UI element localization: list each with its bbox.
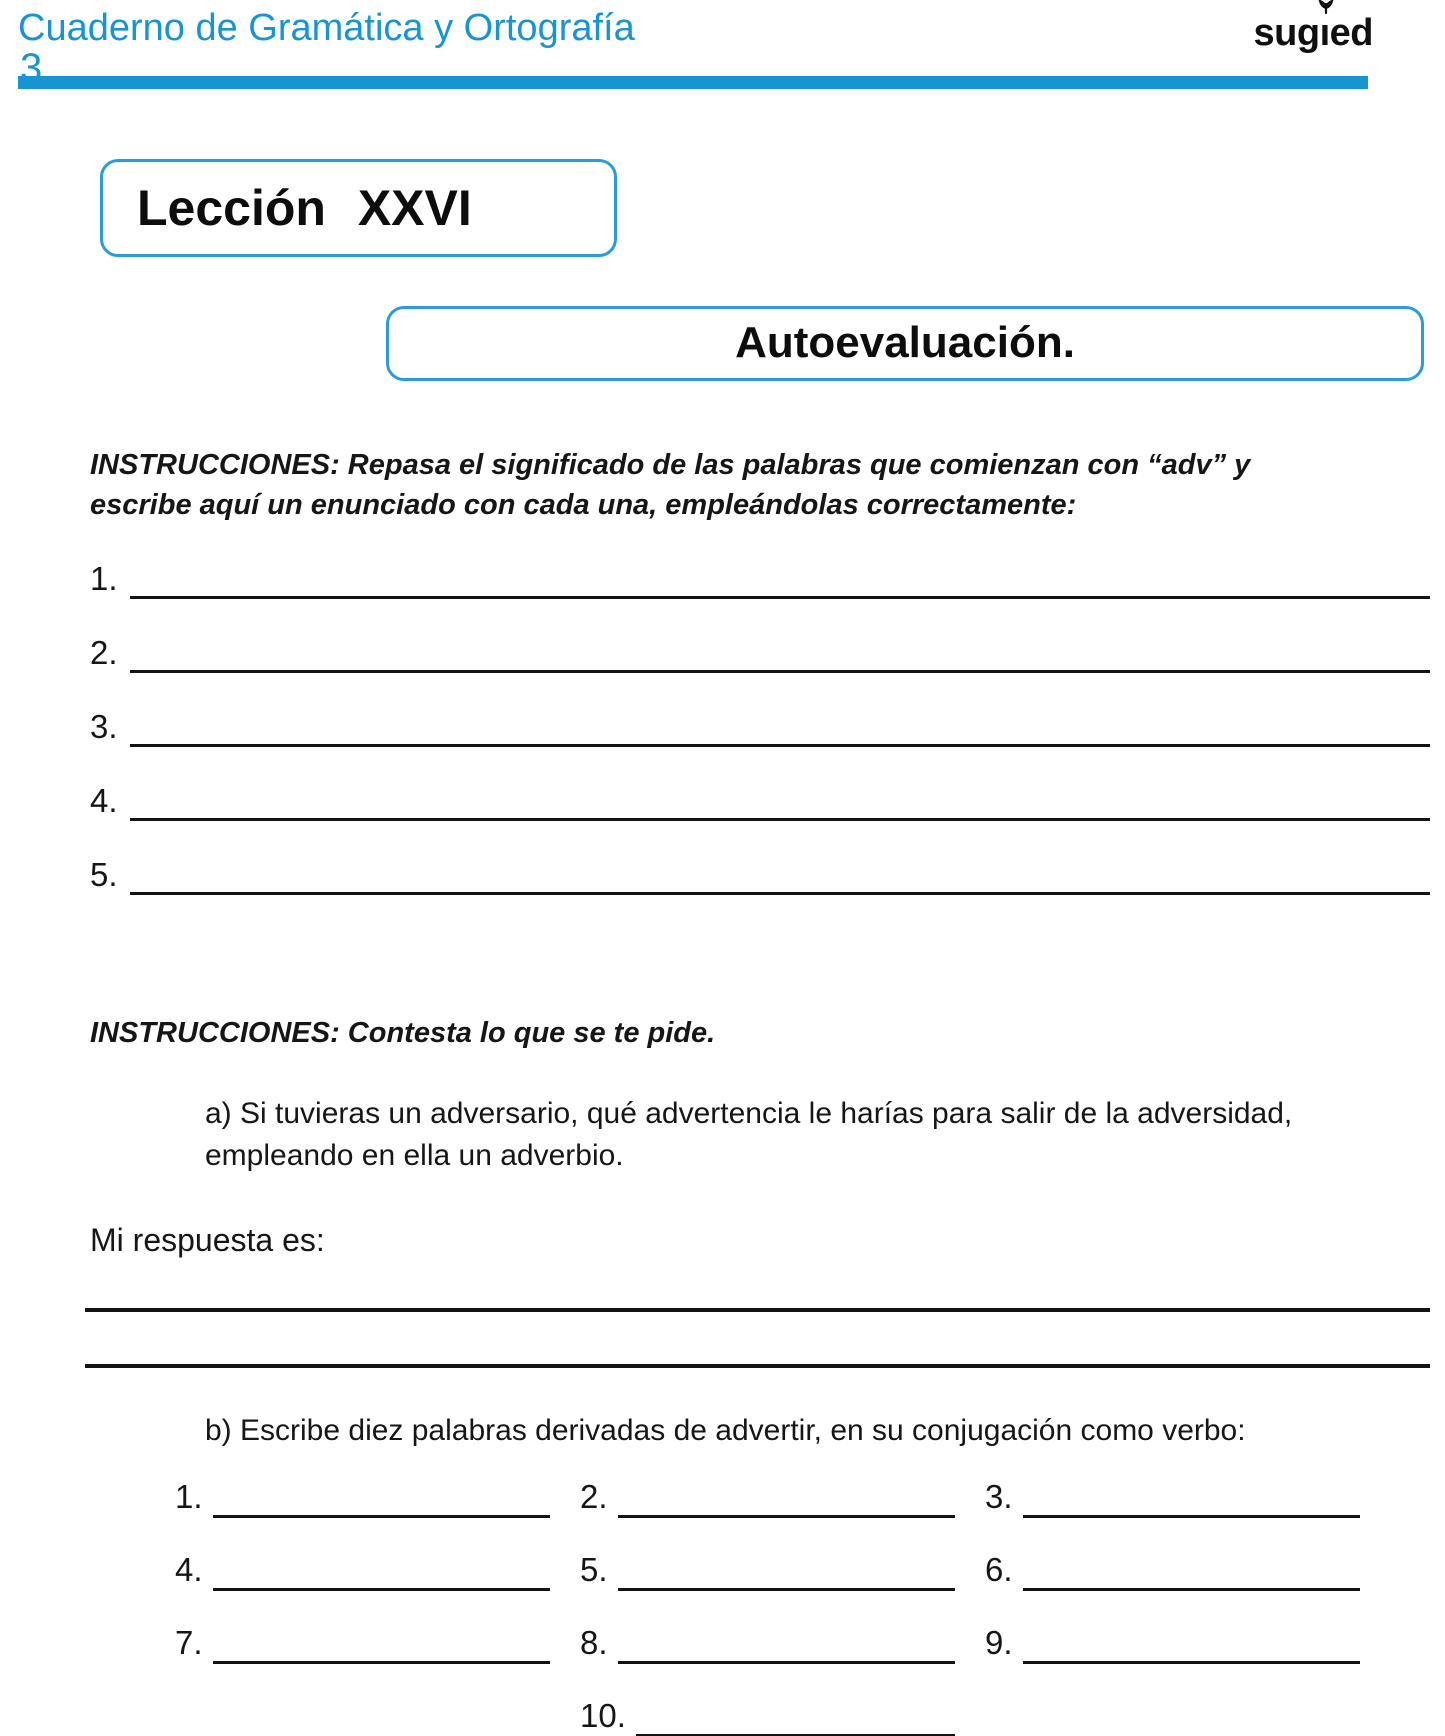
write-line — [618, 1661, 955, 1664]
header-rule — [18, 76, 1368, 89]
word-blank-cell — [985, 1452, 1390, 1525]
word-blank-cell — [175, 1452, 580, 1525]
write-line — [130, 744, 1430, 747]
blank-number: 1. — [90, 559, 118, 597]
instructions-1: INSTRUCCIONES: Repasa el significado de las palabras que comienzan con “adv” y escribe aquí un enunciado con cada una, empleándolas correctamente: — [90, 448, 1251, 521]
write-line — [213, 1661, 550, 1664]
word-blank-cell — [580, 1525, 985, 1598]
blank-number: 9. — [985, 1624, 1013, 1662]
blank-number: 4. — [175, 1551, 203, 1589]
blank-number: 5. — [90, 855, 118, 893]
blank-number: 10. — [580, 1697, 626, 1735]
word-blank-cell — [985, 1525, 1390, 1598]
worksheet-body — [0, 445, 1445, 1736]
sentence-blank-row — [90, 605, 1430, 679]
write-line — [130, 818, 1430, 821]
blank-number: 3. — [90, 707, 118, 745]
blank-number: 4. — [90, 781, 118, 819]
answer-label: Mi respuesta es: — [90, 1221, 325, 1258]
word-blank-cell — [175, 1525, 580, 1598]
lesson-title: Lección XXVI — [137, 179, 472, 236]
section-title-box — [386, 306, 1424, 381]
blank-number: 3. — [985, 1478, 1013, 1516]
write-line — [1023, 1588, 1360, 1591]
write-line — [213, 1515, 550, 1518]
word-blank-cell — [580, 1671, 985, 1736]
blank-number: 7. — [175, 1624, 203, 1662]
header-rule-row — [0, 45, 1445, 90]
page-header — [0, 0, 1445, 89]
blank-number: 8. — [580, 1624, 608, 1662]
write-line — [1023, 1515, 1360, 1518]
instructions-2: INSTRUCCIONES: Contesta lo que se te pide. — [90, 1016, 716, 1049]
blank-number: 2. — [580, 1478, 608, 1516]
blank-number: 6. — [985, 1551, 1013, 1589]
sentence-blank-list — [90, 531, 1430, 901]
workbook-title: Cuaderno de Gramática y Ortografía — [18, 7, 635, 49]
write-line — [618, 1588, 955, 1591]
blank-number: 5. — [580, 1551, 608, 1589]
blank-number: 1. — [175, 1478, 203, 1516]
answer-write-line — [85, 1308, 1430, 1312]
sentence-blank-row — [90, 753, 1430, 827]
word-blank-cell — [580, 1598, 985, 1671]
answer-write-line — [85, 1364, 1430, 1368]
write-line — [130, 596, 1430, 599]
write-line — [130, 670, 1430, 673]
question-b: b) Escribe diez palabras derivadas de advertir, en su conjugación como verbo: — [205, 1414, 1246, 1448]
logo-text-right: ed — [1329, 12, 1373, 54]
write-line — [213, 1588, 550, 1591]
write-line — [618, 1515, 955, 1518]
sentence-blank-row — [90, 679, 1430, 753]
crown-icon — [1317, 0, 1335, 14]
brand-logo — [1254, 12, 1373, 55]
section-title: Autoevaluación. — [735, 318, 1075, 368]
word-blank-grid — [175, 1452, 1390, 1736]
logo-text-mid: ı — [1319, 12, 1330, 54]
sentence-blank-row — [90, 827, 1430, 901]
logo-text-left: sug — [1253, 12, 1320, 54]
word-blank-cell — [580, 1452, 985, 1525]
word-blank-cell — [175, 1598, 580, 1671]
volume-number: 3 — [20, 45, 43, 90]
lesson-title-box — [100, 159, 617, 257]
write-line — [1023, 1661, 1360, 1664]
question-a: a) Si tuvieras un adversario, qué advertencia le harías para salir de la adversidad, empleando en ella un adverbio. — [205, 1096, 1293, 1172]
write-line — [130, 892, 1430, 895]
word-blank-cell — [985, 1598, 1390, 1671]
blank-number: 2. — [90, 633, 118, 671]
sentence-blank-row — [90, 531, 1430, 605]
